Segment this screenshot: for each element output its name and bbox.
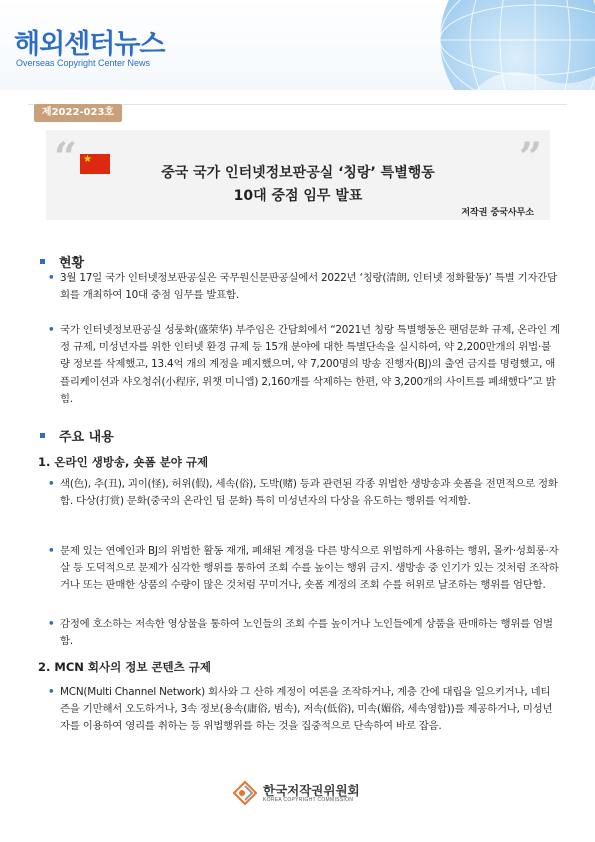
subsection-heading-2: 2. MCN 회사의 정보 콘텐츠 규제 [38,660,211,674]
list-item: • 문제 있는 연예인과 BJ의 위법한 활동 재개, 폐쇄된 계정을 다른 방식으로 위법하게 사용하는 행위, 몰카·성희롱·자살 등 도덕적으로 문제가 심각한 행위를 통하여 조회 수를 높이는 행위 금지. 생방송 중 인기가 있는 것처럼 조작하거나 또는 판매한 상품의 수량이 많은 것처럼 꾸미거나, 숏폼 계정의 조회 수를 허위로 날조하는 행위를 엄단함. [48,545,559,592]
kcc-logo-icon [232,780,258,806]
article-author: 저작권 중국사무소 [461,208,534,218]
subsection-heading-1: 1. 온라인 생방송, 숏폼 분야 규제 [38,455,209,469]
globe-icon [435,0,595,90]
header-banner [0,0,595,90]
list-item: • 감정에 호소하는 저속한 영상물을 통하여 노인들의 조회 수를 높이거나 노인들에게 상품을 판매하는 행위를 엄벌함. [48,618,553,648]
brand-subtitle: Overseas Copyright Center News [16,58,151,68]
bullet-icon: • [48,545,55,557]
brand-title: 해외센터뉴스 [14,29,165,60]
bullet-icon: • [48,478,55,490]
footer [0,780,595,810]
section-heading-status: 현황 [40,252,84,271]
section-heading-main: 주요 내용 [40,426,114,445]
org-name-english: KOREA COPYRIGHT COMMISSION [263,797,354,803]
org-name: 한국저작권위원회 [263,783,360,798]
list-item: • 색(色), 추(丑), 괴이(怪), 허위(假), 세속(俗), 도박(赌) 등과 관련된 각종 위법한 생방송과 숏폼을 전면적으로 정화함. 다상(打赏) 문화(중국의 온라인 팁 문화) 특히 미성년자의 다상을 유도하는 행위를 억제함. [48,478,558,508]
list-item: • 3월 17일 국가 인터넷정보판공실은 국무원신문판공실에서 2022년 ‘칭랑(清朗, 인터넷 정화활동)’ 특별 기자간담회를 개최하여 10대 중점 임무를 발표함. [48,272,557,302]
article-title-line1: 중국 국가 인터넷정보판공실 ‘칭랑’ 특별행동 [161,165,435,181]
bullet-icon: • [48,324,55,336]
close-quote-icon: ” [518,134,542,181]
square-bullet-icon [40,259,45,264]
bullet-icon: • [48,618,55,630]
list-item: • 국가 인터넷정보판공실 성룽화(盛荣华) 부주임은 간담회에서 “2021년 칭랑 특별행동은 팬덤문화 규제, 온라인 계정 규제, 미성년자를 위한 인터넷 환경 규제 등 15개 분야에 대한 특별단속을 실시하여, 약 2,200만개의 위법·불량 정보를 삭제했고, 13.4억 개의 계정을 폐지했으며, 약 7,200명의 방송 진행자(BJ)의 출연 금지를 명령했고, 애플리케이션과 샤오청쉬(小程序, 위챗 미니앱) 2,160개를 삭제하는 한편, 약 3,200개의 사이트를 폐쇄했다”고 밝힘. [48,324,560,405]
bullet-icon: • [48,686,55,698]
china-flag-icon: ★ [80,154,110,174]
square-bullet-icon [40,433,45,438]
article-title-line2: 10대 중점 임무 발표 [233,188,363,204]
title-box [46,130,550,220]
bullet-icon: • [48,272,55,284]
list-item: • MCN(Multi Channel Network) 회사와 그 산하 계정이 여론을 조작하거나, 계층 간에 대립을 일으키거나, 네티즌을 기만해서 오도하거나, 3속 정보(용속(庸俗, 범속), 저속(低俗), 미속(媚俗, 세속영합))를 제공하거나, 미성년자를 이용하여 영리를 취하는 등 위법행위를 하는 것을 집중적으로 단속하여 바로 잡음. [48,686,553,733]
issue-badge: 제2022-023호 [34,104,122,122]
open-quote-icon: “ [54,134,78,181]
